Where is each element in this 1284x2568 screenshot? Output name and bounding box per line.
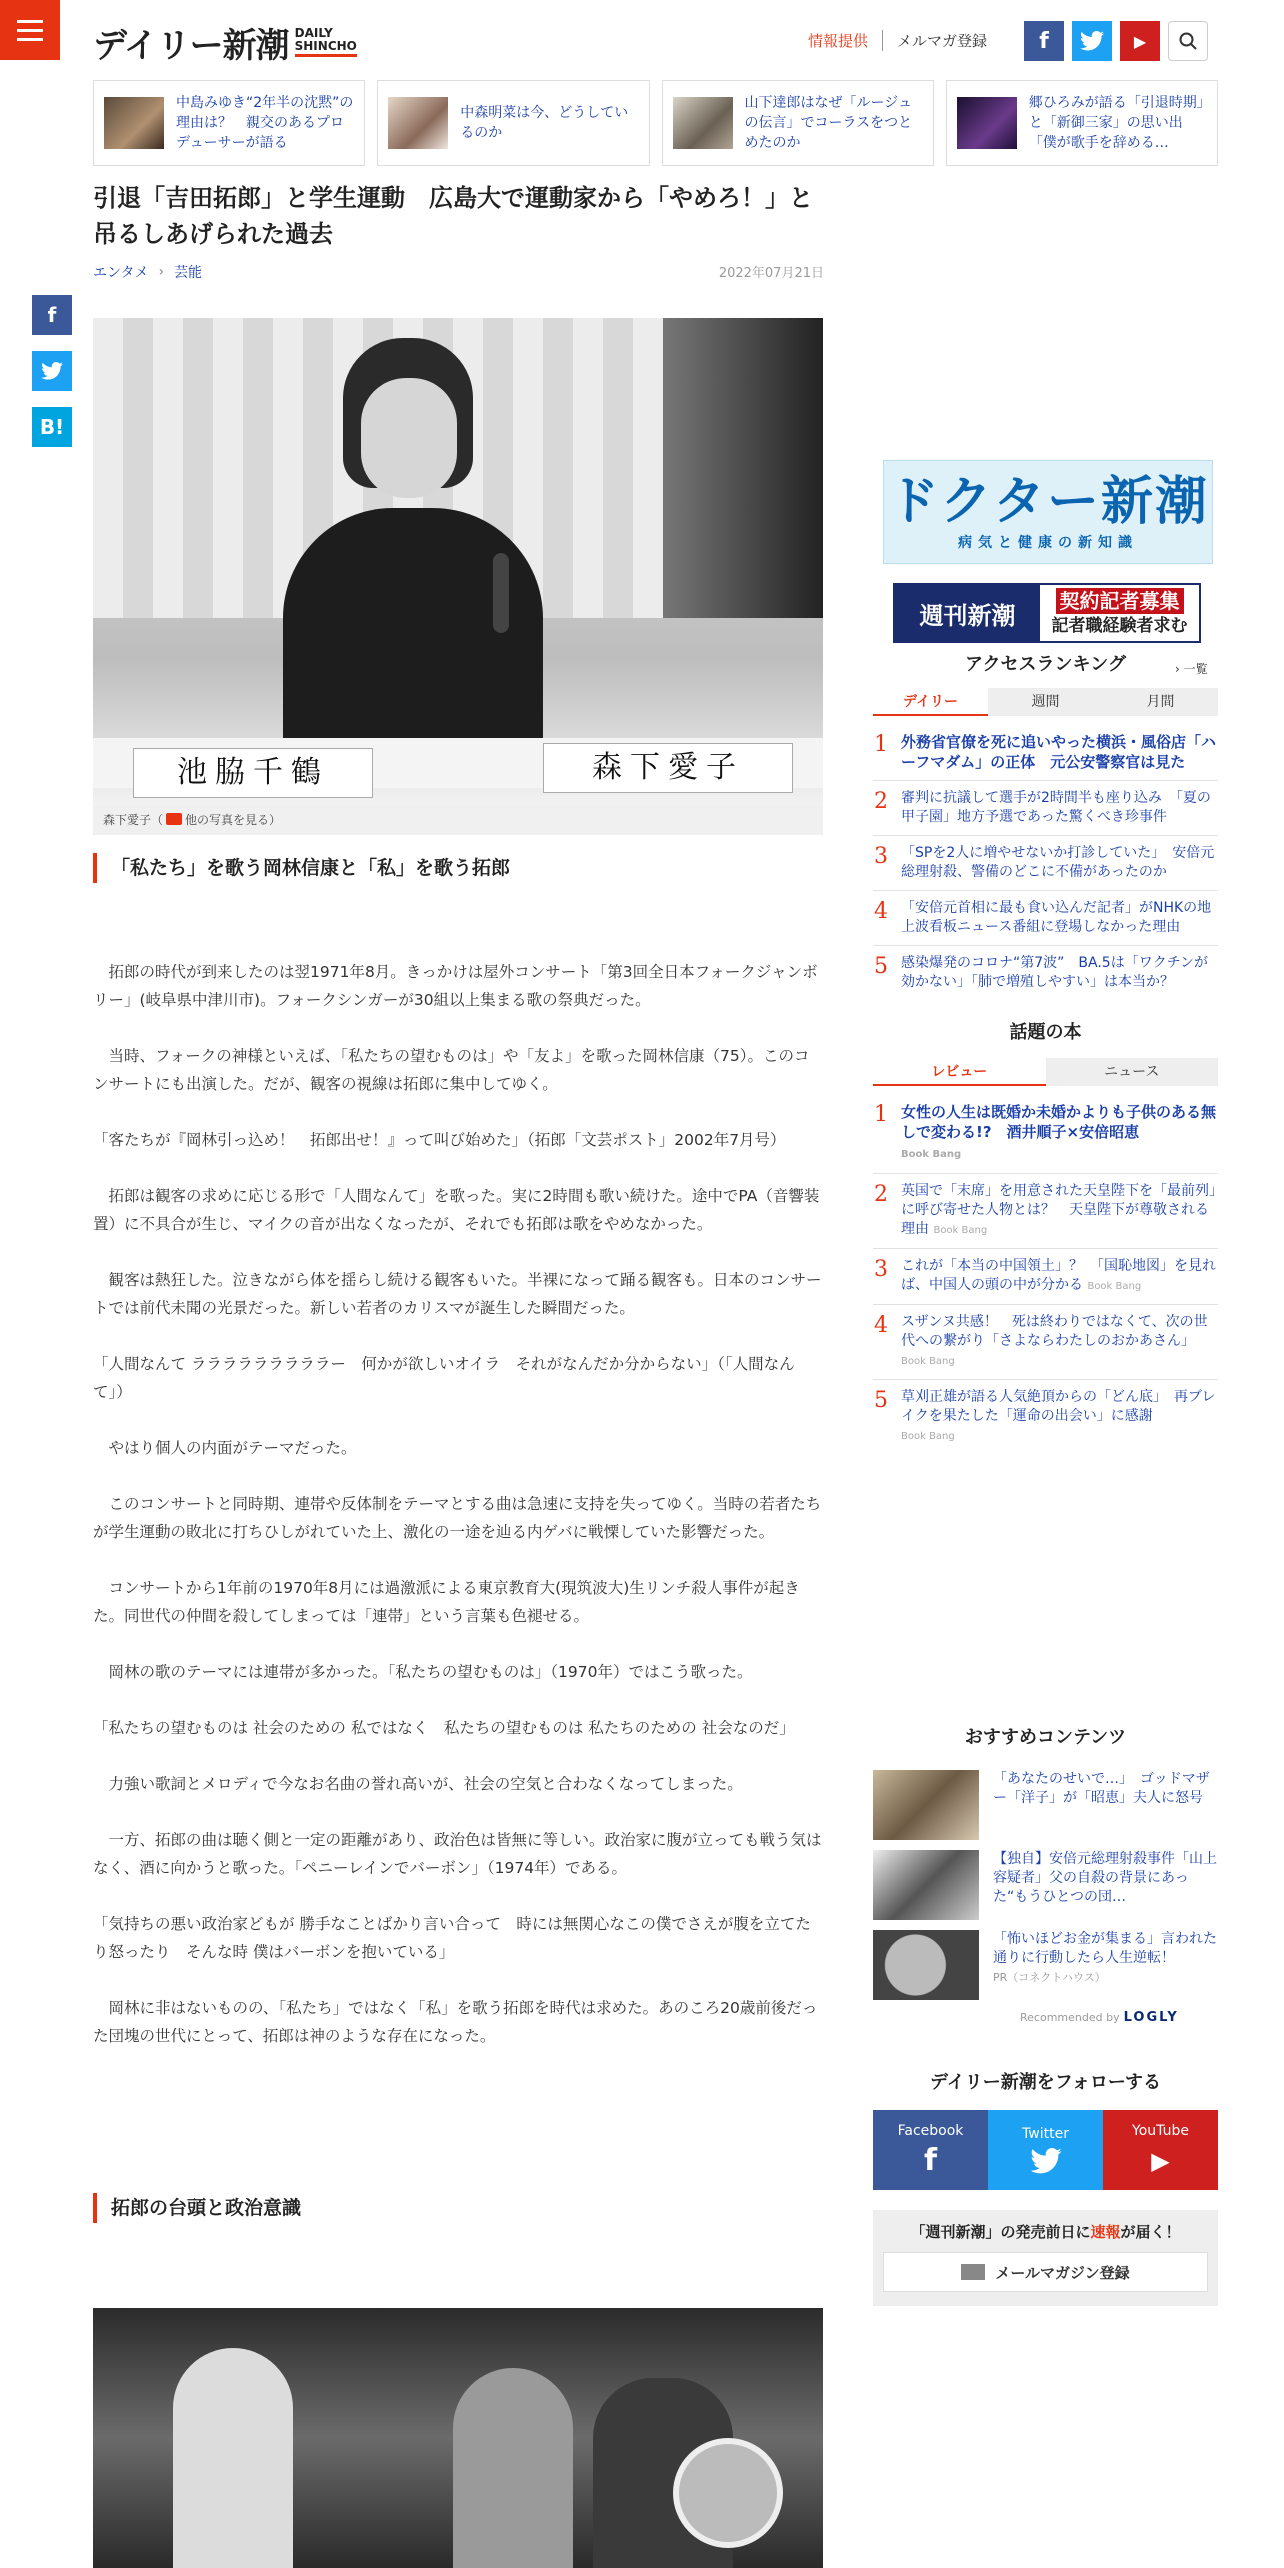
ranking-item[interactable]: 3 「SPを2人に増やせないか打診していた」 安倍元総理射殺、警備のどこに不備があったのか [873,836,1218,891]
recommended-item[interactable]: 「怖いほどお金が集まる」言われた通りに行動したら人生逆転！ PR（コネクトハウス） [873,1930,1218,2000]
related-thumbnail [673,97,733,149]
logly-credit: Recommended by LOGLY [1020,2010,1179,2025]
info-link[interactable]: 情報提供 [808,32,869,50]
books-list [873,1094,1218,1454]
header-links [808,30,987,51]
paragraph: 力強い歌詞とメロディで今なお名曲の誉れ高いが、社会の空気と合わなくなってしまった。 [108,1775,743,1793]
newsletter-button[interactable]: メールマガジン登録 [883,2252,1208,2292]
section-heading: 「私たち」を歌う岡林信康と「私」を歌う拓郎 [93,853,513,883]
recommended-item[interactable]: 【独自】安倍元総理射殺事件「山上容疑者」父の自殺の背景にあった“もうひとつの団… [873,1850,1218,1920]
related-card[interactable] [662,80,934,166]
search-button[interactable] [1168,21,1208,61]
facebook-share-icon[interactable]: f [32,295,72,335]
article-second-photo[interactable] [93,2308,823,2568]
article-main-photo[interactable] [93,318,823,805]
twitter-share-icon[interactable] [32,351,72,391]
mail-icon [961,2264,985,2280]
related-title: 山下達郎はなぜ「ルージュの伝言」でコーラスをつとめたのか [744,95,913,151]
related-articles [93,80,1218,166]
ranking-item[interactable]: 5 感染爆発のコロナ“第7波” BA.5は「ワクチンが効かない」「肺で増殖しやすい」は本当か？ [874,954,1209,990]
name-plate-right: 森下愛子 [543,743,793,793]
follow-twitter-button[interactable]: Twitter [988,2110,1103,2190]
paragraph: 拓郎は観客の求めに応じる形で「人間なんて」を歌った。実に2時間も歌い続けた。途中でPA（音響装置）に不具合が生じ、マイクの音が出なくなったが、それでも拓郎は歌をやめなかった。 [93,1187,820,1233]
section-heading: 拓郎の台頭と政治意識 [93,2193,823,2223]
related-thumbnail [957,97,1017,149]
related-thumbnail [104,97,164,149]
related-thumbnail [388,97,448,149]
follow-facebook-button[interactable]: Facebook f [873,2110,988,2190]
menu-icon-bar [17,38,43,41]
books-title: 話題の本 [1009,1022,1082,1043]
menu-button[interactable] [0,0,60,60]
tab-monthly[interactable]: 月間 [1103,688,1218,716]
facebook-icon[interactable]: f [1024,21,1064,61]
menu-icon-bar [17,20,43,23]
hatena-bookmark-icon[interactable]: B! [32,407,72,447]
chevron-right-icon: › [1175,662,1184,676]
related-card[interactable] [377,80,649,166]
related-card[interactable] [93,80,365,166]
ranking-list [873,724,1218,1000]
book-item[interactable]: 1 女性の人生は既婚か未婚かよりも子供のある無しで変わる!? 酒井順子×安倍昭恵 Book Bang [873,1094,1218,1174]
paragraph-quote: 「私たちの望むものは 社会のための 私ではなく 私たちの望むものは 私たちのための 社会なのだ」 [93,1719,795,1737]
books-tabs [873,1058,1218,1086]
twitter-icon[interactable] [1072,21,1112,61]
search-icon [1179,32,1197,50]
tab-daily[interactable]: デイリー [873,688,988,716]
ranking-title: アクセスランキング [965,654,1126,675]
paragraph-quote: 「客たちが『岡林引っ込め！ 拓郎出せ！』って叫び始めた」（拓郎「文芸ポスト」2002年7月号） [93,1131,786,1149]
recommended-thumbnail [873,1850,979,1920]
paragraph: 観客は熱狂した。泣きながら体を揺らし続ける観客もいた。半裸になって踊る観客も。日本のコンサートでは前代未聞の光景だった。新しい若者のカリスマが誕生した瞬間だった。 [93,1271,822,1317]
photo-background-dark [663,318,823,618]
tab-weekly[interactable]: 週間 [988,688,1103,716]
microphone-shape [493,553,509,633]
ranking-item[interactable]: 1 外務省官僚を死に追いやった横浜・風俗店「ハーフマダム」の正体 元公安警察官は見た [873,724,1218,781]
twitter-icon [1030,2148,1062,2174]
logo-text-jp: デイリー新潮 [93,25,289,66]
book-item[interactable]: 3 これが「本当の中国領土」？ 「国恥地図」を見れば、中国人の頭の中が分かる Book Bang [873,1249,1218,1305]
book-item[interactable]: 2 英国で「末席」を用意された天皇陛下を「最前列」に呼び寄せた人物とは？ 天皇陛下が尊敬される理由 Book Bang [873,1174,1218,1249]
paragraph: コンサートから1年前の1970年8月には過激派による東京教育大(現筑波大)生リンチ殺人事件が起きた。同世代の仲間を殺してしまっては「連帯」という言葉も色褪せる。 [93,1579,800,1625]
name-plate-left: 池脇千鶴 [133,748,373,798]
related-title: 郷ひろみが語る「引退時期」と「新御三家」の思い出 「僕が歌手を辞める… [1028,95,1204,151]
logo-text-en: DAILY SHINCHO [295,27,357,57]
newsletter-link[interactable]: メルマガ登録 [882,30,987,51]
ranking-item[interactable]: 2 審判に抗議して選手が2時間半も座り込み 「夏の甲子園」地方予選であった驚くべき珍事件 [873,781,1218,836]
paragraph: やはり個人の内面がテーマだった。 [108,1439,357,1457]
paragraph: 岡林の歌のテーマには連帯が多かった。「私たちの望むものは」（1970年）ではこう歌った。 [108,1663,753,1681]
related-title: 中島みゆき“2年半の沈黙”の理由は？ 親交のあるプロデューサーが語る [176,95,354,151]
chevron-right-icon: › [158,264,165,280]
newsletter-box [873,2210,1218,2306]
breadcrumb-entame[interactable]: エンタメ [93,265,149,281]
publish-date: 2022年07月21日 [718,266,824,281]
follow-youtube-button[interactable]: YouTube ▶ [1103,2110,1218,2190]
recommended-thumbnail [873,1930,979,2000]
photo-caption: 森下愛子（ 他の写真を見る） [93,805,823,835]
recommended-list [873,1770,1218,2010]
camera-icon[interactable] [166,813,182,825]
newsletter-text: 「週刊新潮」の発売前日に速報が届く！ [910,2223,1181,2241]
paragraph: このコンサートと同時期、連帯や反体制をテーマとする曲は急速に支持を失ってゆく。当時の若者たちが学生運動の敗北に打ちひしがれていた上、激化の一途を辿る内ゲバに戦慄していた影響だった。 [93,1495,822,1541]
paragraph-quote: 「人間なんて ラララララララララー 何かが欲しいオイラ それがなんだか分からない」（「人間なんて」） [93,1355,795,1401]
follow-title: デイリー新潮をフォローする [930,2072,1161,2093]
breadcrumb [93,262,202,282]
book-item[interactable]: 4 スザンヌ共感！ 死は終わりではなくて、次の世代への繋がり「さよならわたしのおかあさん」 Book Bang [873,1305,1218,1380]
book-item[interactable]: 5 草刈正雄が語る人気絶頂からの「どん底」 再ブレイクを果たした「運命の出会い」に感謝 Book Bang [874,1388,1216,1442]
article-body [93,958,823,2078]
paragraph: 当時、フォークの神様といえば、「私たちの望むものは」や「友よ」を歌った岡林信康（75）。このコンサートにも出演した。だが、観客の視線は拓郎に集中してゆく。 [93,1047,810,1093]
menu-icon-bar [17,29,43,32]
youtube-icon: ▶ [1151,2147,1170,2175]
ranking-more-link[interactable]: › 一覧 [1175,662,1208,676]
paragraph: 岡林に非はないものの、「私たち」ではなく「私」を歌う拓郎を時代は求めた。あのころ20歳前後だった団塊の世代にとって、拓郎は神のような存在になった。 [93,1999,818,2045]
recommended-item[interactable]: 「あなたのせいで…」 ゴッドマザー「洋子」が「昭恵」夫人に怒号 [873,1770,1218,1840]
paragraph-quote: 「気持ちの悪い政治家どもが 勝手なことばかり言い合って 時には無関心なこの僕でさえが腹を立てたり怒ったり そんな時 僕はバーボンを抱いている」 [93,1915,811,1961]
ranking-tabs [873,688,1218,716]
ranking-item[interactable]: 4 「安倍元首相に最も食い込んだ記者」がNHKの地上波看板ニュース番組に登場しなかった理由 [873,891,1218,946]
tab-review[interactable]: レビュー [873,1058,1046,1086]
site-logo[interactable] [93,22,357,66]
recruit-banner[interactable]: 週刊新潮 契約記者募集 記者職経験者求む [893,583,1201,643]
header-social [1024,21,1208,61]
recommended-title: おすすめコンテンツ [964,1727,1127,1748]
photo-person [283,338,543,758]
doctor-shincho-banner[interactable]: ドクター新潮 病気と健康の新知識 [883,460,1213,564]
youtube-icon[interactable]: ▶ [1120,21,1160,61]
tab-news[interactable]: ニュース [1046,1058,1219,1086]
recommended-thumbnail [873,1770,979,1840]
paragraph: 一方、拓郎の曲は聴く側と一定の距離があり、政治色は皆無に等しい。政治家に腹が立っても戦う気はなく、酒に向かうと歌った。「ペニーレインでバーボン」（1974年）である。 [93,1831,822,1877]
more-photos-link[interactable]: 他の写真を見る） [185,813,282,827]
paragraph: 拓郎の時代が到来したのは翌1971年8月。きっかけは屋外コンサート「第3回全日本フォークジャンボリー」(岐阜県中津川市)。フォークシンガーが30組以上集まる歌の祭典だった。 [93,963,818,1009]
breadcrumb-geinou[interactable]: 芸能 [174,265,203,281]
share-bar [32,295,72,447]
related-title: 中森明菜は今、どうしているのか [460,105,629,141]
related-card[interactable] [946,80,1218,166]
article-title: 引退「吉田拓郎」と学生運動 広島大で運動家から「やめろ！」と吊るしあげられた過去 [93,184,813,248]
follow-buttons [873,2110,1218,2190]
facebook-icon: f [923,2143,938,2178]
